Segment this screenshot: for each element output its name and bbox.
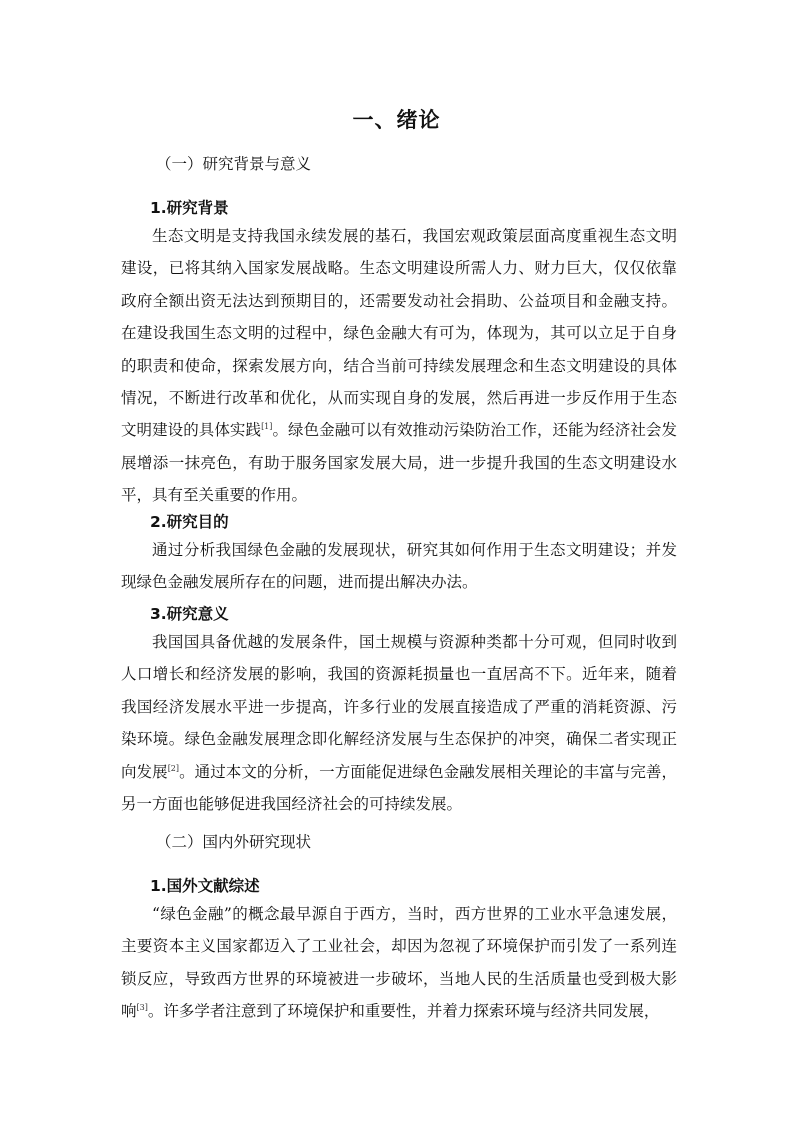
paragraph-purpose: 通过分析我国绿色金融的发展现状，研究其如何作用于生态文明建设；并发现绿色金融发展所存在的问题，进而提出解决办法。 (121, 541, 677, 592)
citation-marker: [1] (261, 422, 273, 432)
chapter-title: 一、绪论 (352, 108, 441, 132)
citation-marker: [3] (136, 1003, 148, 1013)
paragraph-text: “绿色金融”的概念最早源自于西方，当时，西方世界的工业水平急速发展，主要资本主义国家都迈入了工业社会，却因为忽视了环境保护而引发了一系列连锁反应，导致西方世界的环境被进一步破坏，当地人民的生活质量也受到极大影响 (121, 905, 677, 1021)
subsection-heading-background: 1.研究背景 (150, 199, 229, 217)
section-heading-literature: （二）国内外研究现状 (156, 833, 312, 851)
subsection-heading-purpose: 2.研究目的 (150, 513, 229, 531)
citation-marker: [2] (167, 763, 180, 773)
section-heading-background: （一）研究背景与意义 (156, 155, 312, 173)
paragraph-text: 。绿色金融可以有效推动污染防治工作，还能为经济社会发展增添一抹亮色，有助于服务国家发展大局，进一步提升我国的生态文明建设水平，具有至关重要的作用。 (121, 421, 677, 505)
paragraph-background (121, 220, 677, 512)
paragraph-foreign-literature (121, 898, 677, 1028)
subsection-heading-foreign-literature: 1.国外文献综述 (150, 877, 260, 895)
paragraph-text: 。通过本文的分析，一方面能促进绿色金融发展相关理论的丰富与完善，另一方面也能够促进我国经济社会的可持续发展。 (121, 762, 677, 814)
paragraph-text: 。许多学者注意到了环境保护和重要性，并着力探索环境与经济共同发展， (147, 1002, 660, 1021)
subsection-heading-significance: 3.研究意义 (150, 605, 229, 623)
paragraph-text: 我国国具备优越的发展条件，国土规模与资源种类都十分可观，但同时收到人口增长和经济发展的影响，我国的资源耗损量也一直居高不下。近年来，随着我国经济发展水平进一步提高，许多行业的发展直接造成了严重的消耗资源、污染环境。绿色金融发展理念即化解经济发展与生态保护的冲突，确保二者实现正向发展 (121, 633, 677, 781)
paragraph-text: 生态文明是支持我国永续发展的基石，我国宏观政策层面高度重视生态文明建设，已将其纳入国家发展战略。生态文明建设所需人力、财力巨大，仅仅依靠政府全额出资无法达到预期目的，还需要发动社会捐助、公益项目和金融支持。在建设我国生态文明的过程中，绿色金融大有可为，体现为，其可以立足于自身的职责和使命，探索发展方向，结合当前可持续发展理念和生态文明建设的具体情况，不断进行改革和优化，从而实现自身的发展，然后再进一步反作用于生态文明建设的具体实践 (121, 227, 677, 440)
paragraph-significance (121, 626, 677, 820)
